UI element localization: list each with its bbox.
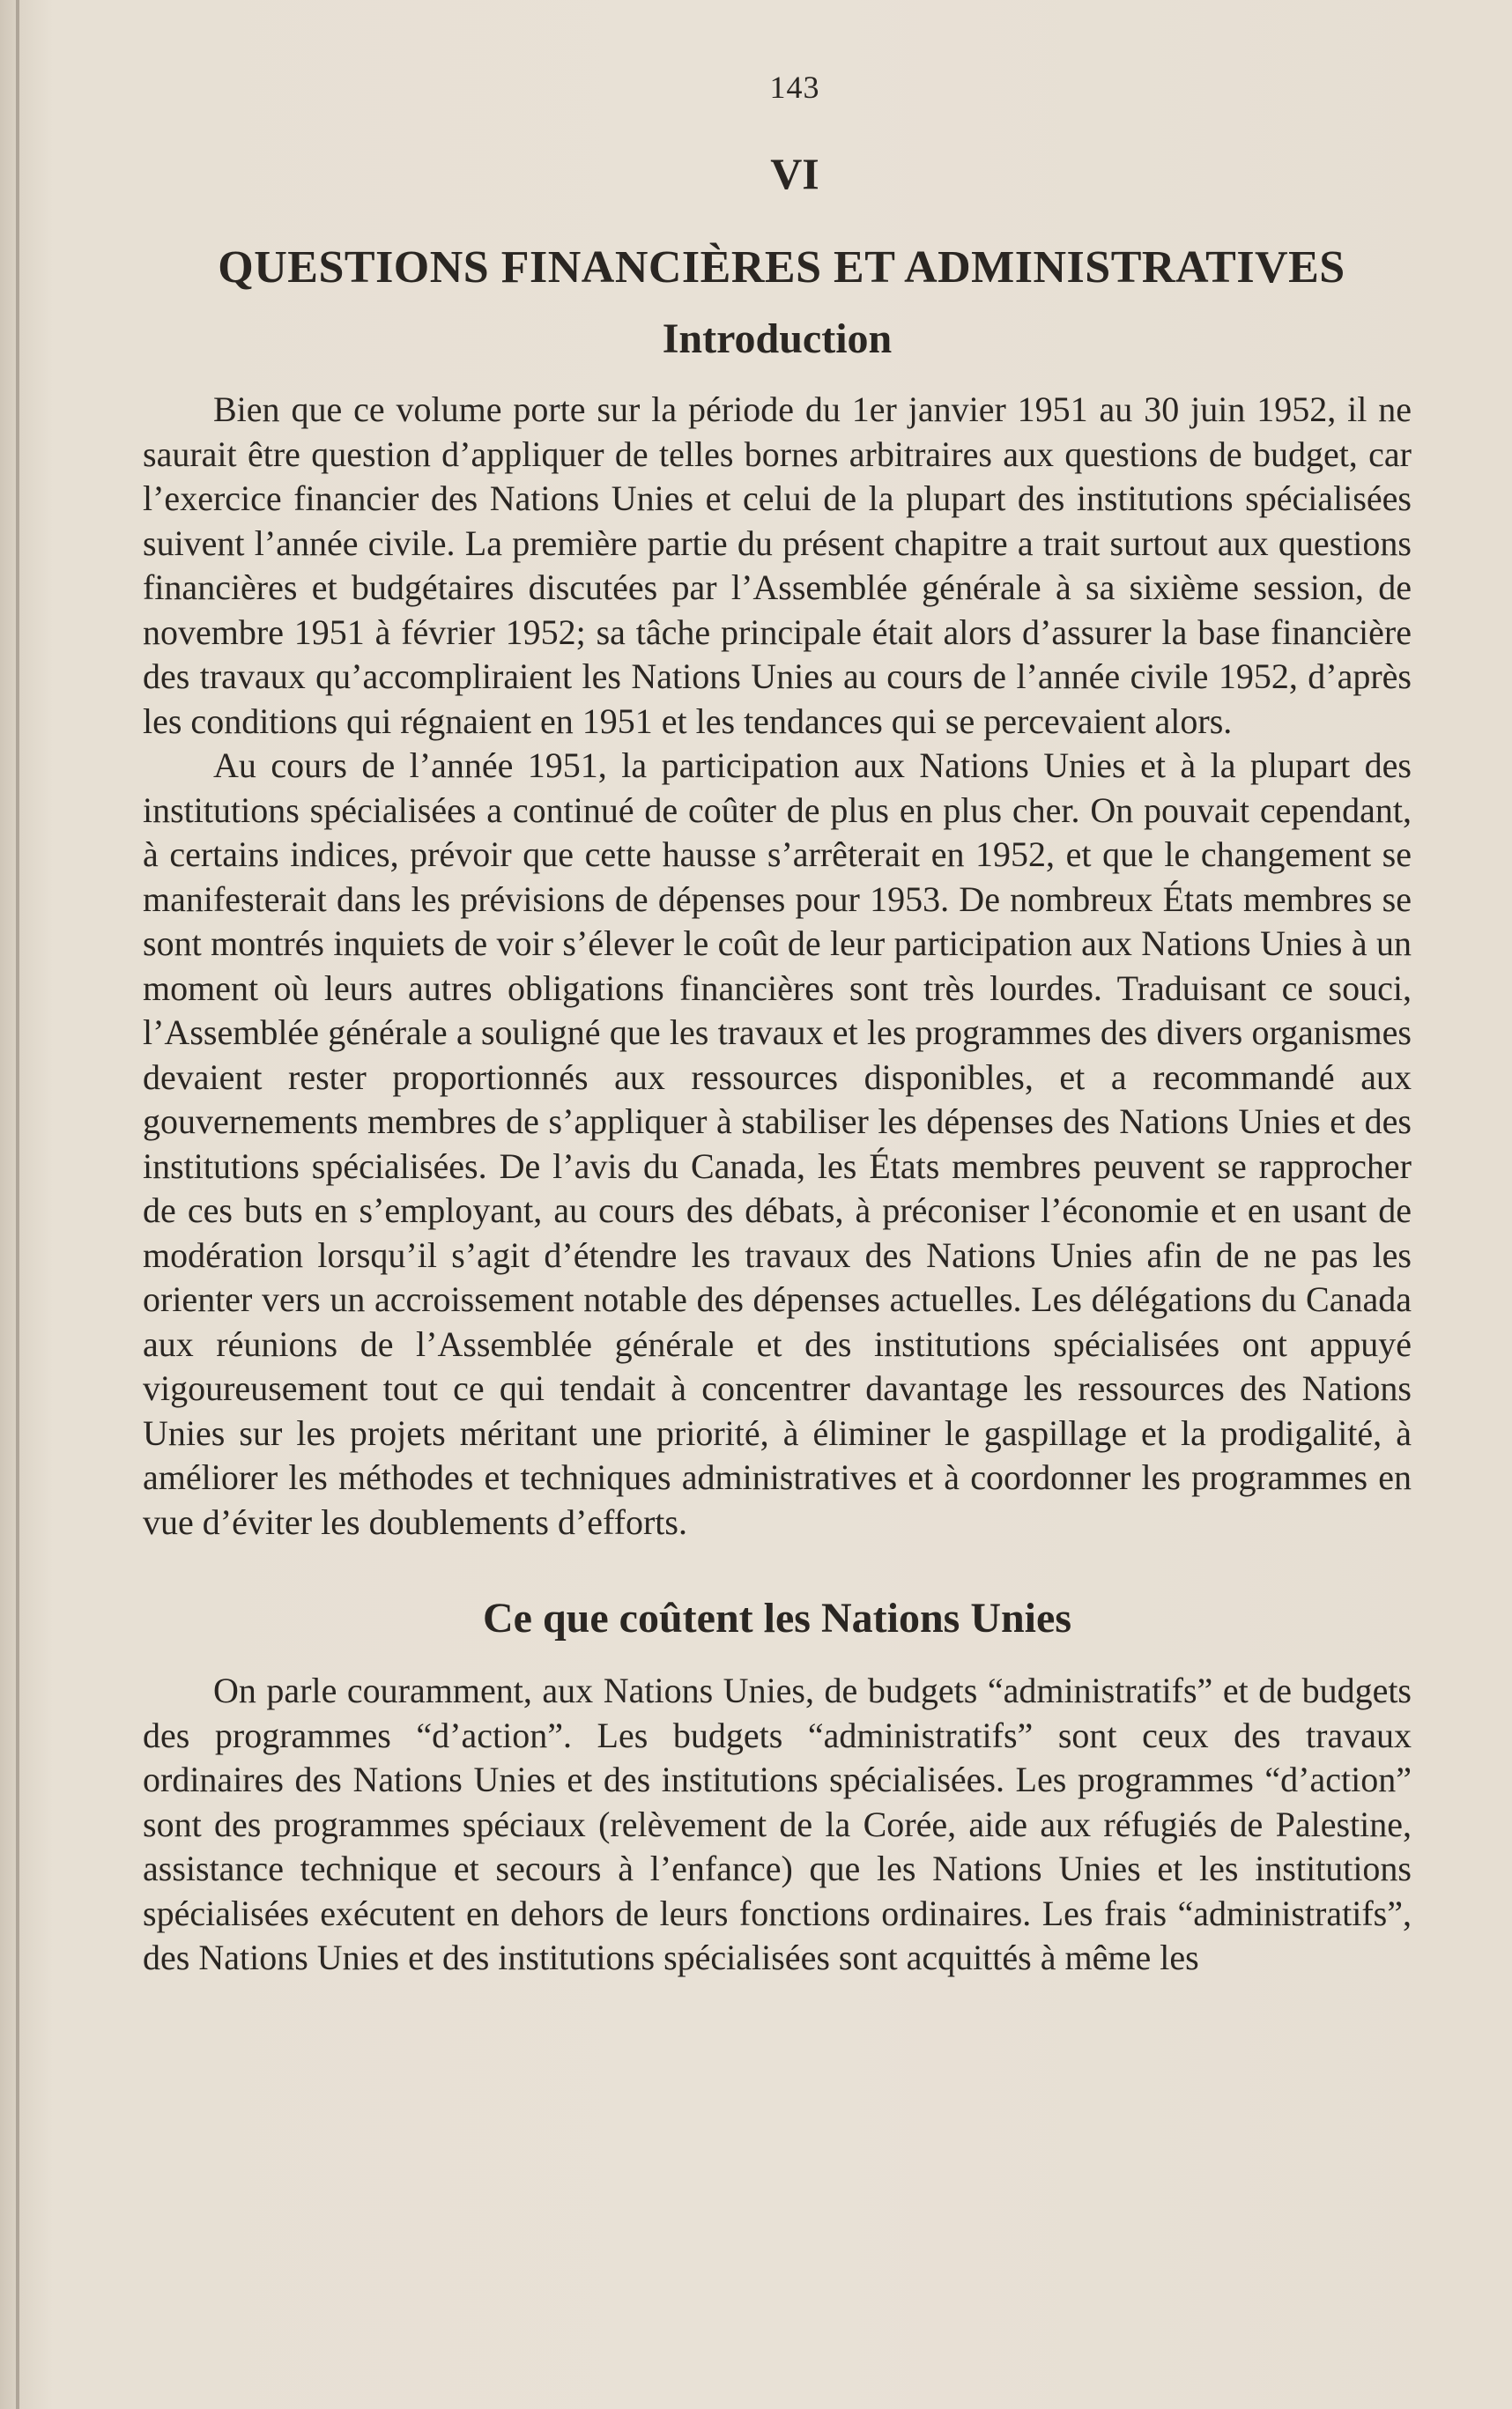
chapter-title: QUESTIONS FINANCIÈRES ET ADMINISTRATIVES <box>218 242 1345 293</box>
body-paragraph: Au cours de l’année 1951, la participation aux Nations Unies et à la plupart des institutions spécialisées a continué de coûter de plus en plus cher. On pouvait cependant, à certains indices, prévoir que cette hausse s’arrêterait en 1952, et que le changement se manifesterait dans les prévisions de dépenses pour 1953. De nombreux États membres se sont montrés inquiets de voir s’élever le coût de leur participation aux Nations Unies à un moment où leurs autres obligations financières sont très lourdes. Traduisant ce souci, l’Assemblée générale a souligné que les travaux et les programmes des divers organismes devaient rester proportionnés aux ressources disponibles, et a recommandé aux gouvernements membres de s’appliquer à stabiliser les dépenses des Nations Unies et des institutions spécialisées. De l’avis du Canada, les États membres peuvent se rapprocher de ces buts en s’employant, au cours des débats, à préconiser l’économie et en usant de modération lorsqu’il s’agit d’étendre les travaux des Nations Unies afin de ne pas les orienter vers un accroissement notable des dépenses actuelles. Les délégations du Canada aux réunions de l’Assemblée générale et des institutions spécialisées ont appuyé vigoureusement tout ce qui tendait à concentrer davantage les ressources des Nations Unies sur les projets méritant une priorité, à éliminer le gaspillage et la prodigalité, à améliorer les méthodes et techniques administratives et à coordonner les programmes en vue d’éviter les doublements d’efforts. <box>143 745 1412 1542</box>
chapter-number: VI <box>770 149 819 198</box>
section-title-introduction: Introduction <box>662 315 893 362</box>
text-column <box>143 69 1412 1981</box>
body-paragraph: On parle couramment, aux Nations Unies, de budgets “administratifs” et de budgets des programmes “d’action”. Les budgets “administratifs” sont ceux des travaux ordinaires des Nations Unies et des institutions spécialisées. Les programmes “d’action” sont des programmes spéciaux (relèvement de la Corée, aide aux réfugiés de Palestine, assistance technique et secours à l’enfance) que les Nations Unies et les institutions spécialisées exécutent en dehors de leurs fonctions ordinaires. Les frais “administratifs”, des Nations Unies et des institutions spécialisées sont acquittés à même les <box>143 1671 1412 1977</box>
section-title-costs: Ce que coûtent les Nations Unies <box>483 1595 1071 1642</box>
page-number: 143 <box>769 70 820 105</box>
page-binding-edge <box>16 0 19 2409</box>
body-paragraph: Bien que ce volume porte sur la période du 1er janvier 1951 au 30 juin 1952, il ne saurait être question d’appliquer de telles bornes arbitraires aux questions de budget, car l’exercice financier des Nations Unies et celui de la plupart des institutions spécialisées suivent l’année civile. La première partie du présent chapitre a trait surtout aux questions financières et budgétaires discutées par l’Assemblée générale à sa sixième session, de novembre 1951 à février 1952; sa tâche principale était alors d’assurer la base financière des travaux qu’accompliraient les Nations Unies au cours de l’année civile 1952, d’après les conditions qui régnaient en 1951 et les tendances qui se percevaient alors. <box>143 389 1412 741</box>
